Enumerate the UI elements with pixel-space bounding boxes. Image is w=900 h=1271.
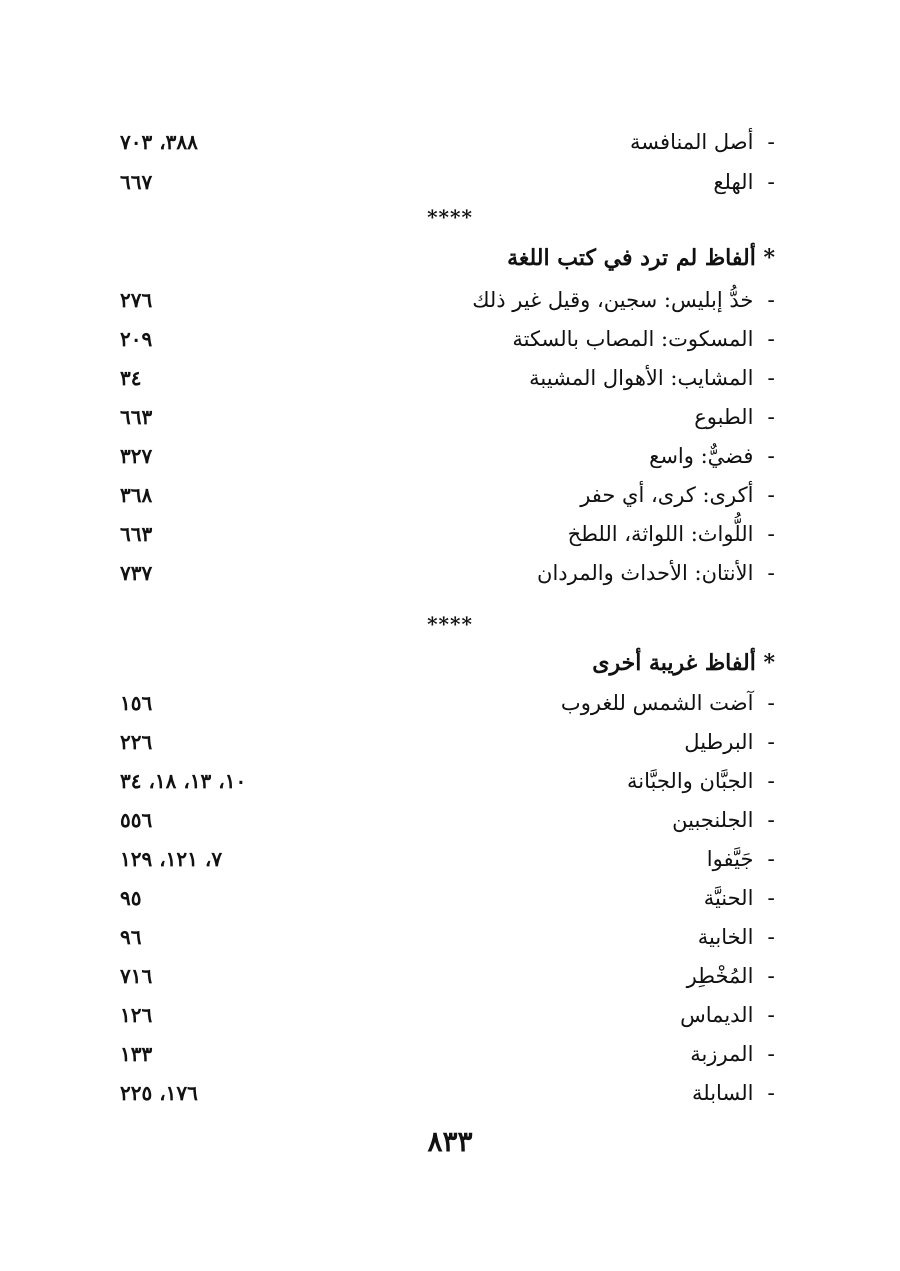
- entry-text: البرطيل: [684, 730, 754, 754]
- entry-dash: -: [767, 847, 775, 871]
- entry-dash: -: [767, 769, 775, 793]
- entry-term: [649, 444, 775, 468]
- entry-pages: ٥٥٦: [120, 808, 153, 832]
- index-entry: [120, 436, 775, 476]
- section-separator: ****: [427, 612, 473, 636]
- entry-text: المسكوت: المصاب بالسكتة: [512, 327, 754, 351]
- index-entry: [120, 553, 775, 593]
- index-entry: [120, 280, 775, 320]
- entry-text: المشايب: الأهوال المشيبة: [529, 366, 754, 390]
- entry-dash: -: [767, 730, 775, 754]
- entry-pages: ١٥٦: [120, 691, 153, 715]
- entry-dash: -: [767, 288, 775, 312]
- entry-pages: ٦٦٣: [120, 405, 153, 429]
- entry-term: [580, 483, 775, 507]
- entry-term: [672, 808, 775, 832]
- entry-pages: ٣٢٧: [120, 444, 153, 468]
- entry-term: [568, 522, 775, 546]
- entry-pages: ٦٦٧: [120, 170, 153, 194]
- entry-term: [694, 405, 775, 429]
- entry-text: المُخْطِر: [686, 964, 754, 988]
- entry-pages: ٩٦: [120, 925, 142, 949]
- entry-pages: ٧، ١٢١، ١٢٩: [120, 847, 223, 871]
- entry-term: [627, 769, 775, 793]
- index-entry: [120, 319, 775, 359]
- index-entry: [120, 683, 775, 723]
- entry-pages: ٣٦٨: [120, 483, 153, 507]
- entry-text: آضت الشمس للغروب: [560, 691, 754, 715]
- entry-dash: -: [767, 925, 775, 949]
- index-entry: [120, 995, 775, 1035]
- entry-term: [512, 327, 775, 351]
- entry-term: [713, 170, 775, 194]
- entry-dash: -: [767, 1042, 775, 1066]
- entry-dash: -: [767, 444, 775, 468]
- index-entry: [120, 514, 775, 554]
- entry-text: فضيٌّ: واسع: [649, 444, 754, 468]
- index-entry: [120, 800, 775, 840]
- entry-text: الأنتان: الأحداث والمردان: [537, 561, 754, 585]
- entry-text: جَيَّفوا: [706, 847, 754, 871]
- section-heading: * ألفاظ لم ترد في كتب اللغة: [507, 245, 775, 271]
- entry-pages: ١٢٦: [120, 1003, 153, 1027]
- index-entry: [120, 358, 775, 398]
- entry-pages: ٣٤: [120, 366, 142, 390]
- index-entry: [120, 956, 775, 996]
- entry-text: الطبوع: [694, 405, 754, 429]
- entry-term: [704, 886, 775, 910]
- entry-dash: -: [767, 366, 775, 390]
- entry-dash: -: [767, 522, 775, 546]
- entry-dash: -: [767, 1081, 775, 1105]
- entry-term: [692, 1081, 775, 1105]
- section-heading: * ألفاظ غريبة أخرى: [592, 650, 775, 676]
- entry-term: [707, 847, 775, 871]
- entry-dash: -: [767, 405, 775, 429]
- index-entry: [120, 917, 775, 957]
- entry-text: الديماس: [680, 1003, 754, 1027]
- entry-text: الحنيَّة: [703, 886, 754, 910]
- index-entry: [120, 122, 775, 162]
- section-separator: ****: [427, 205, 473, 229]
- entry-pages: ٢٧٦: [120, 288, 153, 312]
- entry-dash: -: [767, 1003, 775, 1027]
- entry-text: أكرى: كرى، أي حفر: [580, 483, 754, 507]
- entry-text: المرزبة: [690, 1042, 754, 1066]
- entry-term: [687, 964, 775, 988]
- page-number: ٨٣٣: [427, 1125, 473, 1158]
- entry-text: خدُّ إبليس: سجين، وقيل غير ذلك: [472, 288, 754, 312]
- entry-pages: ١٣٣: [120, 1042, 153, 1066]
- index-entry: [120, 397, 775, 437]
- entry-dash: -: [767, 886, 775, 910]
- entry-pages: ٧٣٧: [120, 561, 153, 585]
- entry-text: الجلنجبين: [672, 808, 754, 832]
- entry-term: [684, 730, 775, 754]
- entry-term: [690, 1042, 775, 1066]
- entry-text: أصل المنافسة: [630, 130, 754, 154]
- entry-dash: -: [767, 130, 775, 154]
- entry-term: [680, 1003, 775, 1027]
- index-entry: [120, 1034, 775, 1074]
- index-entry: [120, 162, 775, 202]
- entry-term: [698, 925, 775, 949]
- entry-text: الجبَّان والجبَّانة: [627, 769, 754, 793]
- index-entry: [120, 761, 775, 801]
- entry-dash: -: [767, 691, 775, 715]
- entry-pages: ٢٢٦: [120, 730, 153, 754]
- entry-dash: -: [767, 170, 775, 194]
- entry-pages: ٧١٦: [120, 964, 153, 988]
- entry-term: [630, 130, 775, 154]
- entry-term: [472, 288, 775, 312]
- entry-dash: -: [767, 327, 775, 351]
- entry-dash: -: [767, 964, 775, 988]
- entry-dash: -: [767, 808, 775, 832]
- entry-pages: ٣٨٨، ٧٠٣: [120, 130, 198, 154]
- entry-text: الهلع: [713, 170, 754, 194]
- entry-pages: ٢٠٩: [120, 327, 153, 351]
- entry-pages: ٩٥: [120, 886, 142, 910]
- entry-term: [561, 691, 775, 715]
- entry-dash: -: [767, 561, 775, 585]
- entry-pages: ١٠، ١٣، ١٨، ٣٤: [120, 769, 247, 793]
- index-entry: [120, 1073, 775, 1113]
- index-entry: [120, 878, 775, 918]
- entry-term: [529, 366, 775, 390]
- index-entry: [120, 839, 775, 879]
- entry-pages: ١٧٦، ٢٢٥: [120, 1081, 198, 1105]
- index-entry: [120, 475, 775, 515]
- index-entry: [120, 722, 775, 762]
- entry-term: [537, 561, 775, 585]
- entry-text: السابلة: [692, 1081, 754, 1105]
- entry-text: الخابية: [697, 925, 754, 949]
- entry-text: اللُّواث: اللواثة، اللطخ: [567, 522, 754, 546]
- entry-dash: -: [767, 483, 775, 507]
- entry-pages: ٦٦٣: [120, 522, 153, 546]
